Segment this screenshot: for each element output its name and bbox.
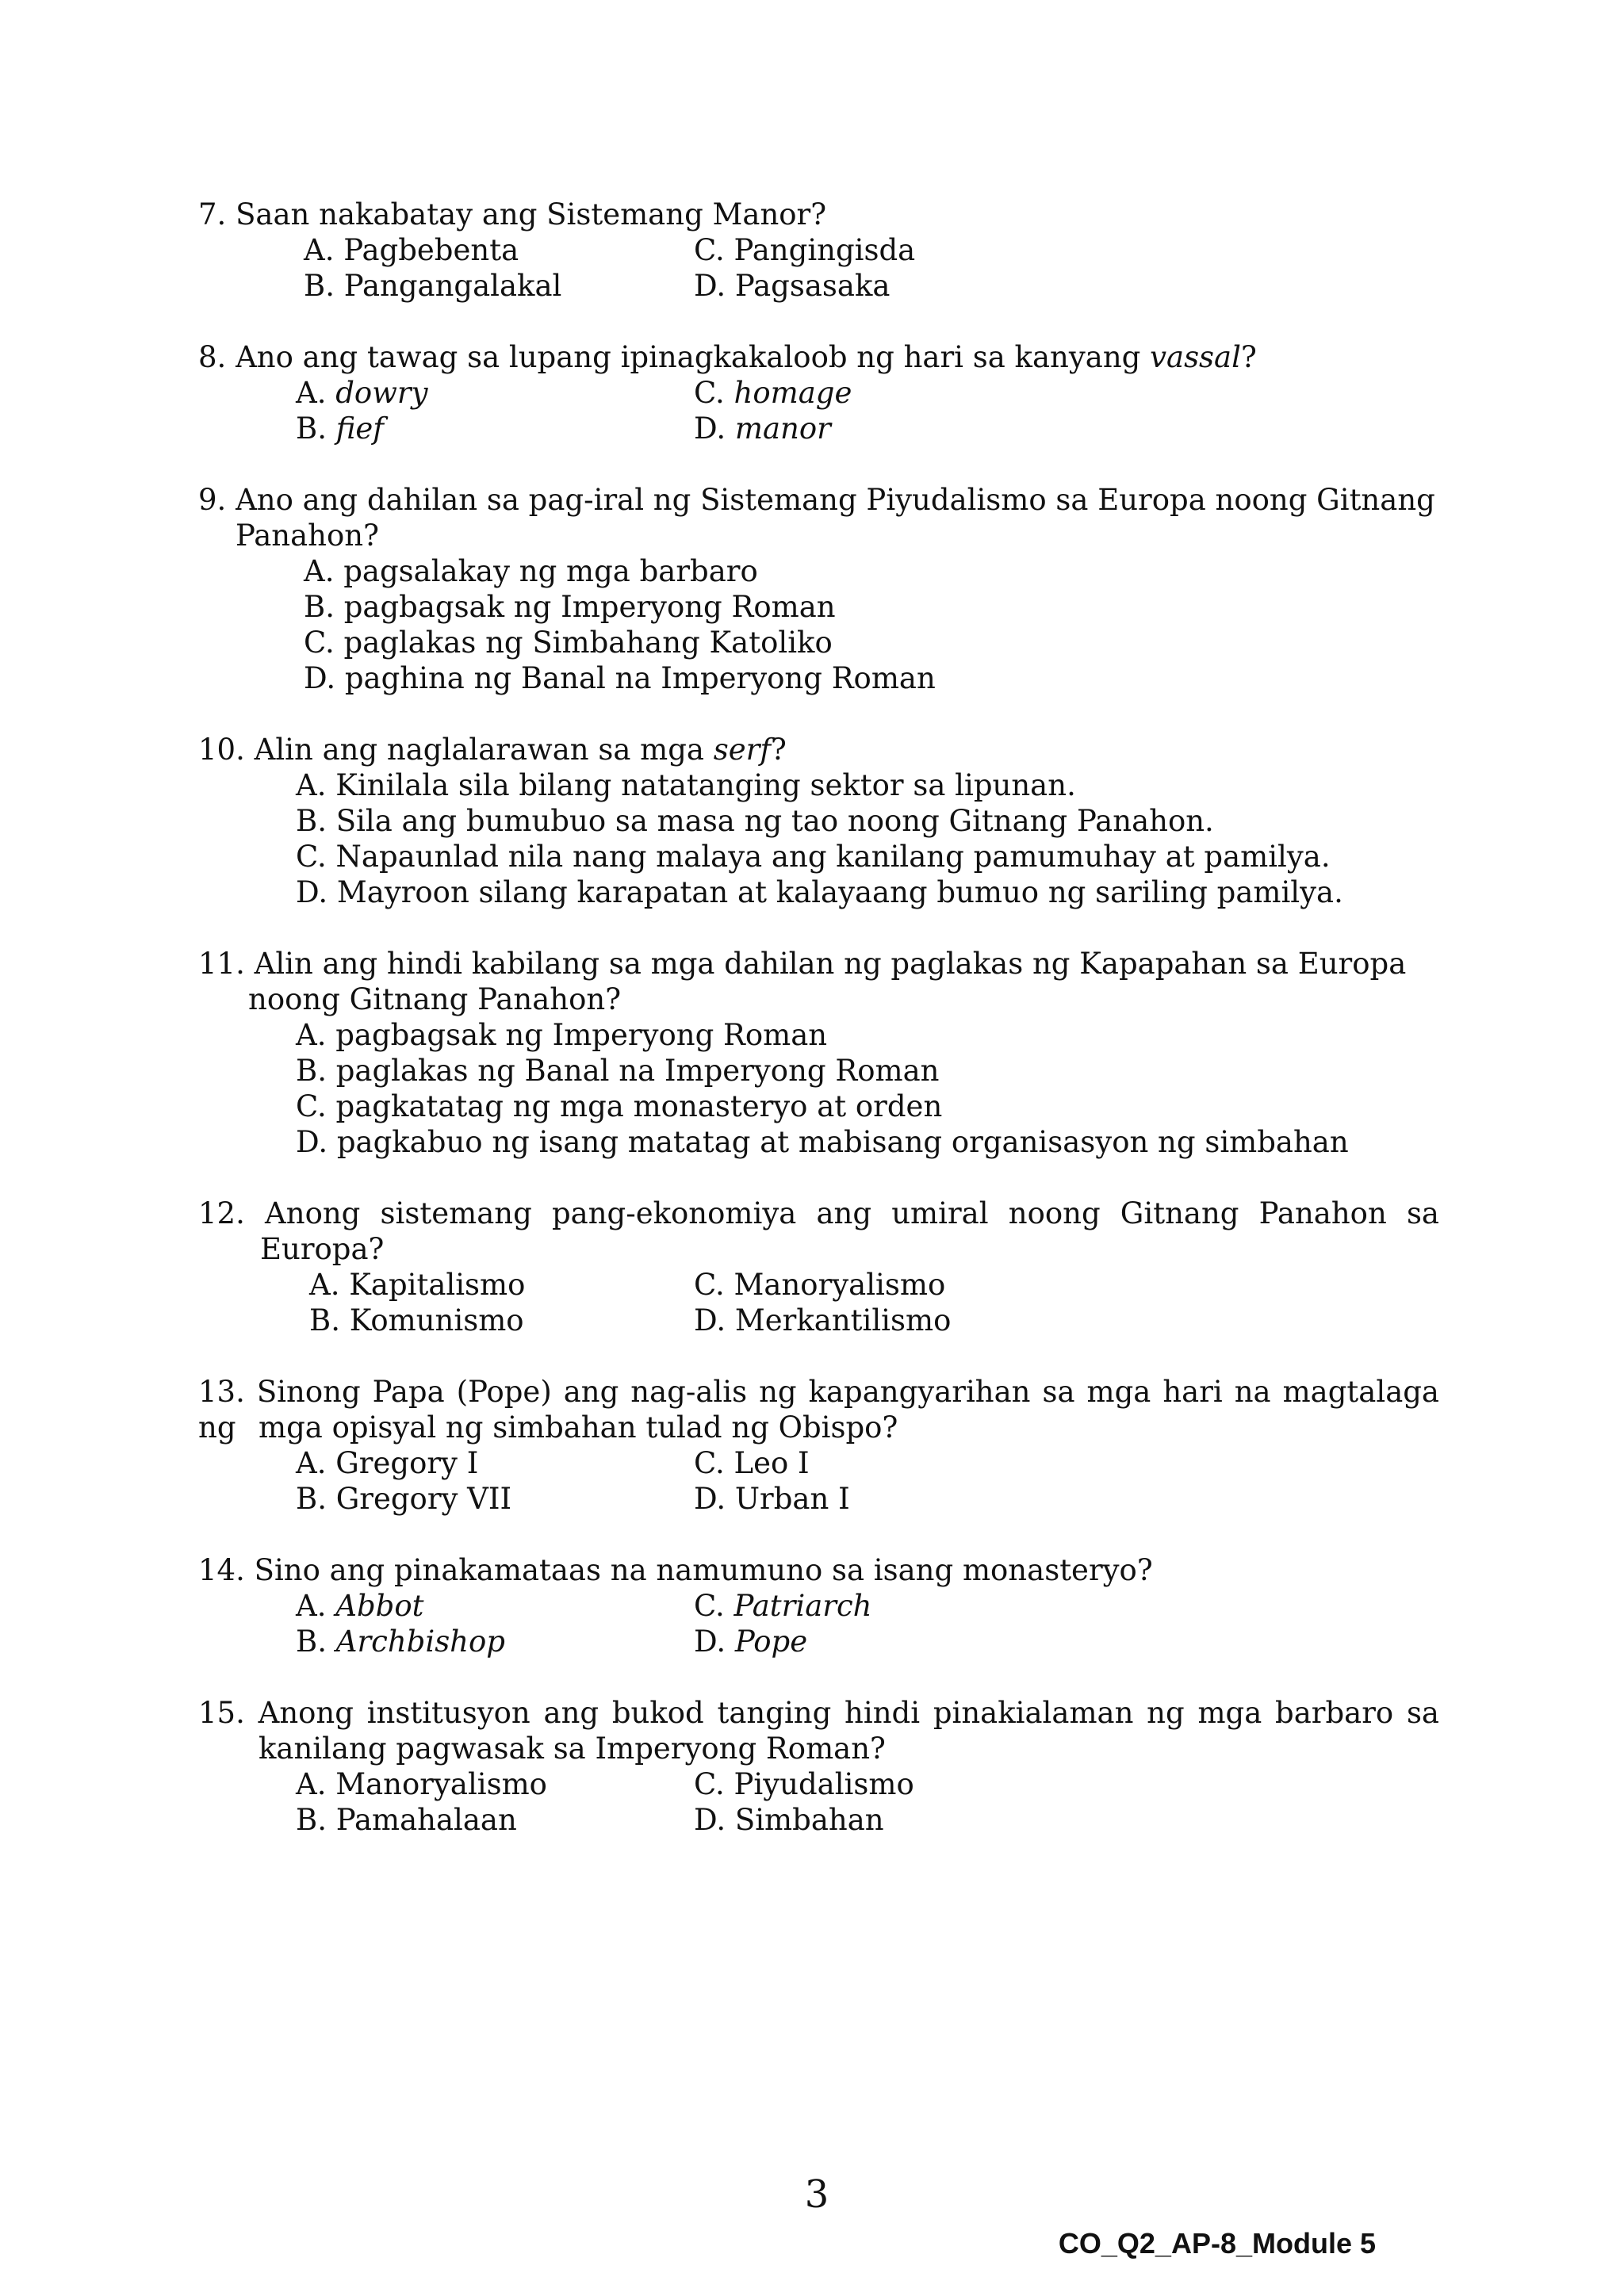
question-7-option-c: C. Pangingisda	[694, 233, 916, 267]
question-11-stem-continuation: noong Gitnang Panahon?	[248, 982, 622, 1016]
question-10-stem-term: serf	[713, 733, 772, 767]
question-11-option-a: A. pagbagsak ng Imperyong Roman	[296, 1018, 828, 1052]
question-15-option-d: D. Simbahan	[694, 1803, 884, 1837]
question-14-option-c: C. Patriarch	[694, 1589, 872, 1623]
module-code: CO_Q2_AP-8_Module 5	[1058, 2227, 1376, 2260]
question-9-stem: 9. Ano ang dahilan sa pag-iral ng Sistemang Piyudalismo sa Europa noong Gitnang	[198, 483, 1435, 517]
question-14-stem: 14. Sino ang pinakamataas na namumuno sa isang monasteryo?	[198, 1553, 1153, 1587]
question-15-option-a: A. Manoryalismo	[296, 1767, 547, 1801]
question-13-option-c: C. Leo I	[694, 1446, 810, 1480]
question-7-option-a: A. Pagbebenta	[304, 233, 519, 267]
question-13-option-d: D. Urban I	[694, 1482, 850, 1516]
question-15-stem: 15. Anong institusyon ang bukod tanging hindi pinakialaman ng mga barbaro sa	[198, 1696, 1439, 1730]
question-10-stem-end: ?	[771, 733, 787, 767]
question-10-option-d: D. Mayroon silang karapatan at kalayaang bumuo ng sariling pamilya.	[296, 875, 1343, 909]
question-9-option-c: C. paglakas ng Simbahang Katoliko	[304, 626, 833, 660]
question-13-stem: 13. Sinong Papa (Pope) ang nag-alis ng kapangyarihan sa mga hari na magtalaga ng	[198, 1375, 1439, 1445]
question-7-stem: 7. Saan nakabatay ang Sistemang Manor?	[198, 197, 827, 232]
question-9-option-a: A. pagsalakay ng mga barbaro	[304, 554, 758, 588]
question-8-option-a: A. dowry	[296, 376, 428, 410]
question-10-stem	[198, 732, 1439, 767]
question-12-option-a: A. Kapitalismo	[309, 1268, 526, 1302]
question-12-option-b: B. Komunismo	[309, 1303, 524, 1337]
question-12-option-c: C. Manoryalismo	[694, 1268, 946, 1302]
question-10-option-a: A. Kinilala sila bilang natatanging sektor sa lipunan.	[296, 768, 1076, 802]
question-11-option-d: D. pagkabuo ng isang matatag at mabisang organisasyon ng simbahan	[296, 1125, 1349, 1159]
question-10-stem-text: 10. Alin ang naglalarawan sa mga	[198, 733, 714, 767]
question-15-option-b: B. Pamahalaan	[296, 1803, 517, 1837]
question-13-option-b: B. Gregory VII	[296, 1482, 512, 1516]
question-11-option-b: B. paglakas ng Banal na Imperyong Roman	[296, 1054, 940, 1088]
question-9-option-b: B. pagbagsak ng Imperyong Roman	[304, 590, 836, 624]
question-8-option-d: D. manor	[694, 411, 831, 446]
question-7-option-d: D. Pagsasaka	[694, 269, 891, 303]
question-7-option-b: B. Pangangalakal	[304, 269, 562, 303]
question-13-option-a: A. Gregory I	[296, 1446, 479, 1480]
question-8-stem	[198, 339, 1439, 375]
question-11-option-c: C. pagkatatag ng mga monasteryo at orden	[296, 1089, 943, 1123]
question-10-option-c: C. Napaunlad nila nang malaya ang kanilang pamumuhay at pamilya.	[296, 840, 1331, 874]
question-8-option-c: C. homage	[694, 376, 852, 410]
question-10-option-b: B. Sila ang bumubuo sa masa ng tao noong Gitnang Panahon.	[296, 804, 1214, 838]
question-8-option-b: B. fief	[296, 411, 384, 446]
question-12-stem-continuation: Europa?	[260, 1232, 385, 1266]
question-14-option-a: A. Abbot	[296, 1589, 424, 1623]
question-8-stem-term: vassal	[1150, 340, 1241, 374]
question-8-stem-text: 8. Ano ang tawag sa lupang ipinagkakaloob ng hari sa kanyang	[198, 340, 1151, 374]
question-15-option-c: C. Piyudalismo	[694, 1767, 914, 1801]
question-15-stem-continuation: kanilang pagwasak sa Imperyong Roman?	[259, 1732, 886, 1766]
question-14-option-d: D. Pope	[694, 1624, 808, 1659]
question-13-stem-continuation: mga opisyal ng simbahan tulad ng Obispo?	[259, 1410, 898, 1445]
question-9-stem-continuation: Panahon?	[236, 519, 379, 553]
question-12-option-d: D. Merkantilismo	[694, 1303, 952, 1337]
question-12-stem: 12. Anong sistemang pang-ekonomiya ang umiral noong Gitnang Panahon sa	[198, 1196, 1439, 1230]
question-14-option-b: B. Archbishop	[296, 1624, 505, 1659]
question-11-stem: 11. Alin ang hindi kabilang sa mga dahilan ng paglakas ng Kapapahan sa Europa	[198, 947, 1407, 981]
question-8-stem-end: ?	[1240, 340, 1257, 374]
question-9-option-d: D. paghina ng Banal na Imperyong Roman	[304, 661, 936, 695]
page-number: 3	[804, 2172, 829, 2217]
